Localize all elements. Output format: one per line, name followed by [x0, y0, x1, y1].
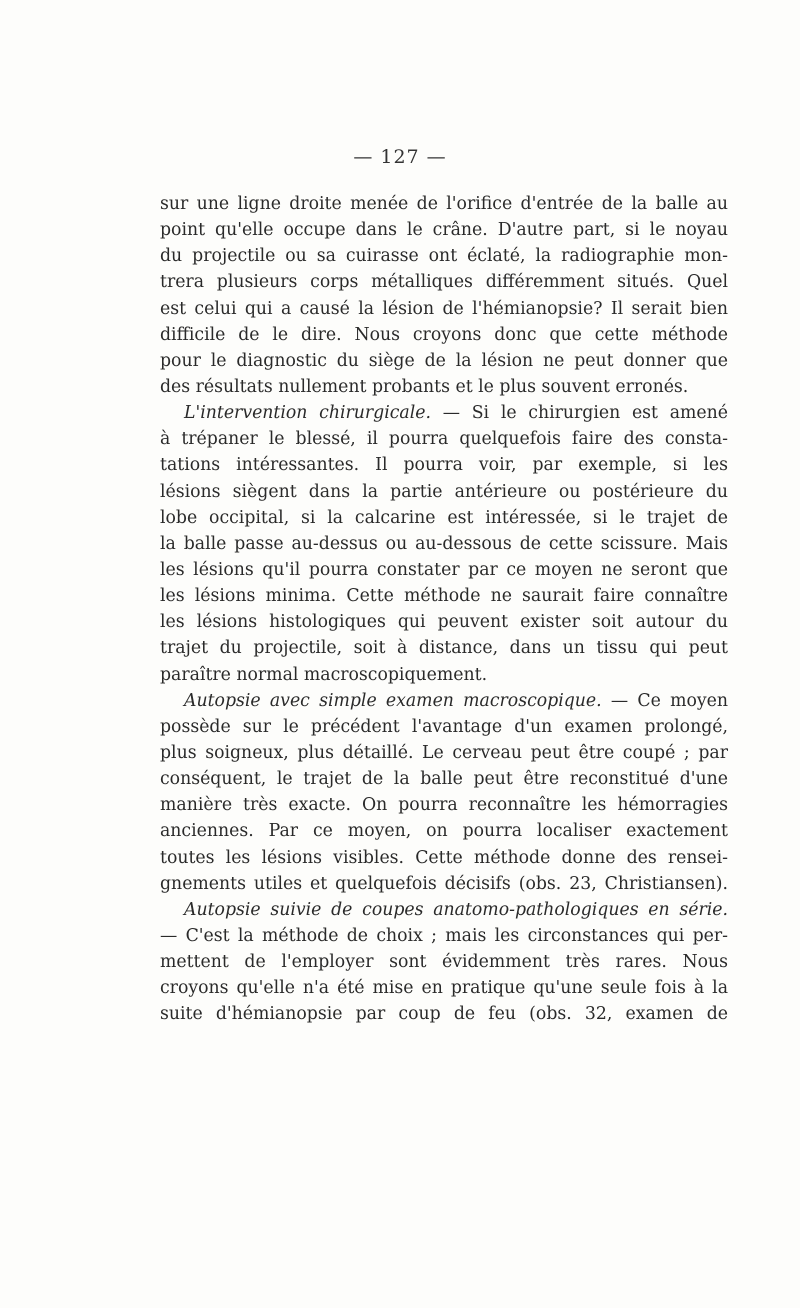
text-line: — C'est la méthode de choix ; mais les circonstances qui per- — [160, 925, 728, 946]
text-line: croyons qu'elle n'a été mise en pratique qu'une seule fois à la — [160, 978, 728, 999]
text-line: trera plusieurs corps métalliques différemment situés. Quel — [160, 272, 728, 293]
page-number: — 127 — — [353, 146, 447, 168]
text-line: lobe occipital, si la calcarine est intéressée, si le trajet de — [160, 507, 728, 528]
text-line: difficile de le dire. Nous croyons donc que cette méthode — [160, 324, 728, 345]
text-line: sur une ligne droite menée de l'orifice d'entrée de la balle au — [160, 194, 728, 214]
text-line: paraître normal macroscopiquement. — [160, 664, 488, 685]
section-heading-intervention: L'intervention chirurgicale. — [184, 403, 431, 424]
text-line: trajet du projectile, soit à distance, dans un tissu qui peut — [160, 638, 728, 659]
text-fragment: — Ce moyen — [601, 690, 728, 711]
text-line: les lésions histologiques qui peuvent exister soit autour du — [160, 612, 728, 633]
text-line: la balle passe au-dessus ou au-dessous de cette scissure. Mais — [160, 533, 728, 554]
text-line: des résultats nullement probants et le plus souvent erronés. — [160, 376, 689, 397]
text-line: les lésions qu'il pourra constater par ce moyen ne seront que — [160, 559, 728, 580]
text-line: lésions siègent dans la partie antérieure ou postérieure du — [160, 481, 728, 502]
text-line: à trépaner le blessé, il pourra quelquefois faire des consta- — [160, 429, 728, 450]
text-line: suite d'hémianopsie par coup de feu (obs. 32, examen de — [160, 1004, 728, 1025]
body-text — [160, 191, 728, 1028]
section-heading-line — [160, 897, 728, 923]
text-line: est celui qui a causé la lésion de l'hémianopsie? Il serait bien — [160, 298, 728, 319]
section-heading-line — [160, 688, 728, 714]
section-heading-autopsie-coupes: Autopsie suivie de coupes anatomo-pathologiques en série. — [184, 899, 728, 920]
section-heading-autopsie-macroscopique: Autopsie avec simple examen macroscopique. — [184, 690, 602, 711]
text-line: toutes les lésions visibles. Cette méthode donne des rensei- — [160, 847, 728, 868]
text-line: conséquent, le trajet de la balle peut être reconstitué d'une — [160, 769, 728, 790]
text-line: anciennes. Par ce moyen, on pourra localiser exactement — [160, 821, 728, 842]
text-line: mettent de l'employer sont évidemment très rares. Nous — [160, 952, 728, 973]
text-line: possède sur le précédent l'avantage d'un examen prolongé, — [160, 716, 728, 737]
text-line: pour le diagnostic du siège de la lésion ne peut donner que — [160, 350, 728, 371]
text-line: les lésions minima. Cette méthode ne saurait faire connaître — [160, 586, 728, 607]
text-line: tations intéressantes. Il pourra voir, par exemple, si les — [160, 455, 728, 476]
text-line: point qu'elle occupe dans le crâne. D'autre part, si le noyau — [160, 220, 728, 241]
text-line: du projectile ou sa cuirasse ont éclaté, la radiographie mon- — [160, 246, 728, 267]
text-line: plus soigneux, plus détaillé. Le cerveau peut être coupé ; par — [160, 742, 728, 763]
text-fragment: — Si le chirurgien est amené — [430, 403, 728, 424]
section-heading-line — [160, 400, 728, 426]
text-line: manière très exacte. On pourra reconnaître les hémorragies — [160, 795, 728, 816]
text-line: gnements utiles et quelquefois décisifs (obs. 23, Christiansen). — [160, 873, 728, 894]
